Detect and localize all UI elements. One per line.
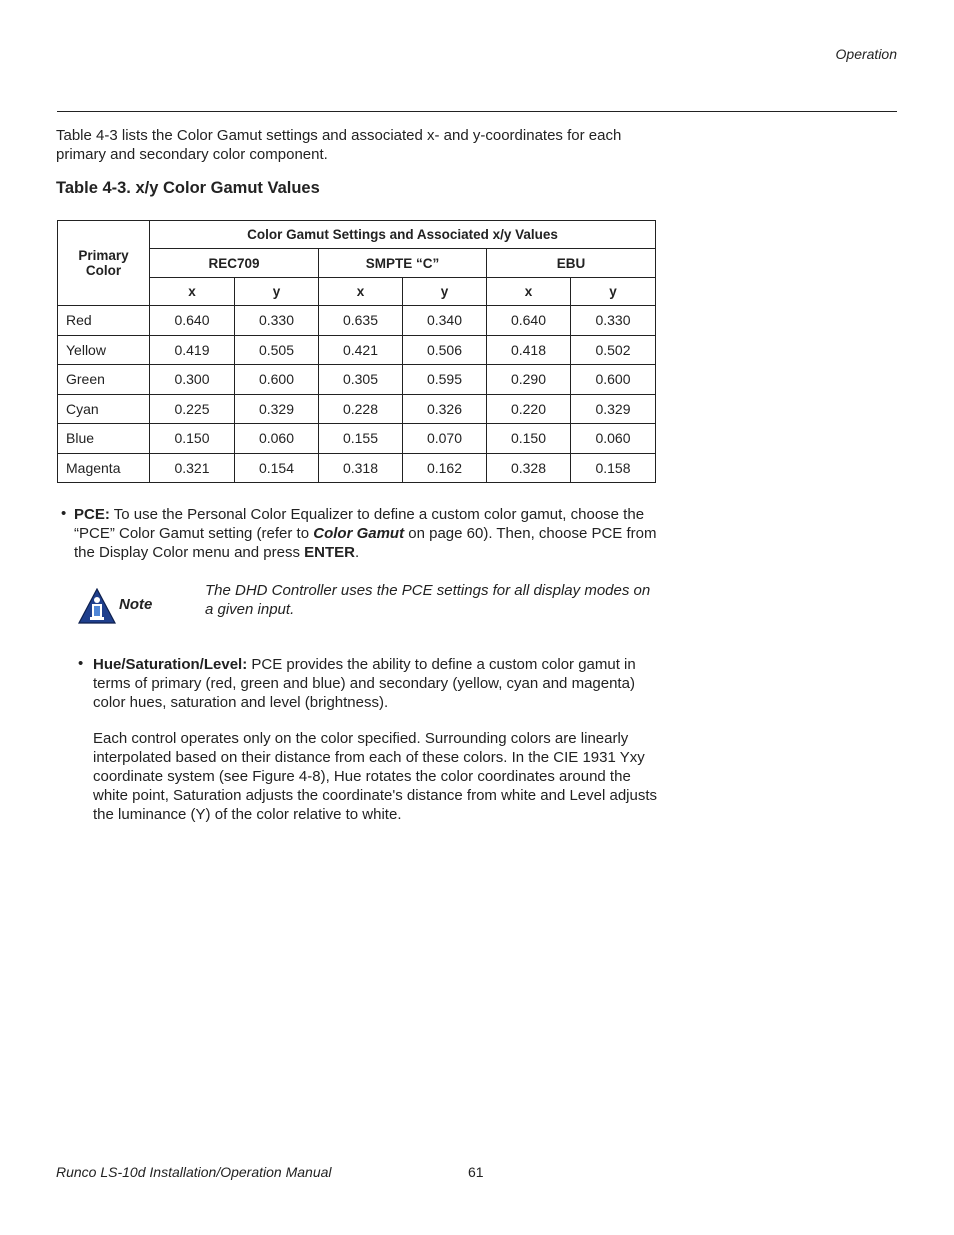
value-cell: 0.318	[319, 453, 403, 483]
value-cell: 0.060	[571, 424, 656, 454]
value-cell: 0.154	[235, 453, 319, 483]
group-header: Color Gamut Settings and Associated x/y Values	[150, 221, 656, 249]
note-text: The DHD Controller uses the PCE settings for all display modes on a given input.	[205, 582, 651, 618]
footer-manual-title: Runco LS-10d Installation/Operation Manual	[56, 1164, 332, 1180]
color-name-cell: Red	[58, 306, 150, 336]
table-caption: Table 4-3. x/y Color Gamut Values	[56, 179, 320, 197]
table-row	[58, 365, 656, 395]
value-cell: 0.155	[319, 424, 403, 454]
table-row	[58, 424, 656, 454]
intro-paragraph: Table 4-3 lists the Color Gamut settings and associated x- and y-coordinates for each primary and secondary color component.	[56, 127, 622, 163]
value-cell: 0.300	[150, 365, 235, 395]
enter-key: ENTER	[304, 544, 355, 561]
page-number: 61	[468, 1164, 484, 1180]
table-row	[58, 453, 656, 483]
color-name-cell: Cyan	[58, 394, 150, 424]
value-cell: 0.158	[571, 453, 656, 483]
value-cell: 0.330	[235, 306, 319, 336]
value-cell: 0.225	[150, 394, 235, 424]
value-cell: 0.329	[571, 394, 656, 424]
value-cell: 0.162	[403, 453, 487, 483]
value-cell: 0.505	[235, 335, 319, 365]
note-label: Note	[119, 596, 153, 613]
axis-x-header: x	[487, 278, 571, 306]
value-cell: 0.506	[403, 335, 487, 365]
color-name-cell: Magenta	[58, 453, 150, 483]
value-cell: 0.502	[571, 335, 656, 365]
note-person-icon	[78, 588, 116, 624]
value-cell: 0.329	[235, 394, 319, 424]
hsl-paragraph: Hue/Saturation/Level: PCE provides the ability to define a custom color gamut in terms of primary (red, green and blue) and secondary (yellow, cyan and magenta) color hues, saturation and level (brightness).	[93, 656, 636, 711]
value-cell: 0.228	[319, 394, 403, 424]
value-cell: 0.150	[487, 424, 571, 454]
value-cell: 0.326	[403, 394, 487, 424]
hsl-paragraph-2: Each control operates only on the color specified. Surrounding colors are linearly interpolated based on their distance from each of these colors. In the CIE 1931 Yxy coordinate system (see Figure 4-8), Hue rotates the color coordinates around the white point, Saturation adjusts the coordinate's distance from white and Level adjusts the luminance (Y) of the color relative to white.	[93, 730, 658, 823]
axis-y-header: y	[235, 278, 319, 306]
value-cell: 0.330	[571, 306, 656, 336]
value-cell: 0.290	[487, 365, 571, 395]
value-cell: 0.340	[403, 306, 487, 336]
value-cell: 0.305	[319, 365, 403, 395]
pce-label: PCE:	[74, 506, 110, 523]
standard-header: SMPTE “C”	[319, 249, 487, 278]
value-cell: 0.600	[571, 365, 656, 395]
primary-color-header: Primary Color	[58, 221, 150, 306]
bullet-pce: •	[61, 505, 67, 522]
value-cell: 0.421	[319, 335, 403, 365]
color-name-cell: Green	[58, 365, 150, 395]
table-row	[58, 394, 656, 424]
color-name-cell: Yellow	[58, 335, 150, 365]
header-rule	[57, 111, 897, 112]
axis-y-header: y	[403, 278, 487, 306]
color-gamut-table	[57, 220, 656, 483]
value-cell: 0.070	[403, 424, 487, 454]
axis-x-header: x	[319, 278, 403, 306]
value-cell: 0.640	[487, 306, 571, 336]
pce-paragraph: PCE: To use the Personal Color Equalizer to define a custom color gamut, choose the “PCE” Color Gamut setting (refer to Color Gamut on page 60). Then, choose PCE from the Display Color menu and press ENTER.	[74, 506, 657, 561]
table-row	[58, 335, 656, 365]
table-body	[58, 306, 656, 483]
table-row	[58, 306, 656, 336]
value-cell: 0.640	[150, 306, 235, 336]
hsl-label: Hue/Saturation/Level:	[93, 656, 248, 673]
bullet-hsl: •	[78, 655, 84, 672]
value-cell: 0.635	[319, 306, 403, 336]
color-gamut-link[interactable]: Color Gamut	[313, 525, 405, 542]
value-cell: 0.328	[487, 453, 571, 483]
axis-x-header: x	[150, 278, 235, 306]
value-cell: 0.220	[487, 394, 571, 424]
value-cell: 0.419	[150, 335, 235, 365]
value-cell: 0.595	[403, 365, 487, 395]
value-cell: 0.418	[487, 335, 571, 365]
color-name-cell: Blue	[58, 424, 150, 454]
standard-header: REC709	[150, 249, 319, 278]
value-cell: 0.060	[235, 424, 319, 454]
value-cell: 0.321	[150, 453, 235, 483]
standard-header: EBU	[487, 249, 656, 278]
axis-y-header: y	[571, 278, 656, 306]
value-cell: 0.150	[150, 424, 235, 454]
value-cell: 0.600	[235, 365, 319, 395]
running-header: Operation	[835, 46, 897, 62]
